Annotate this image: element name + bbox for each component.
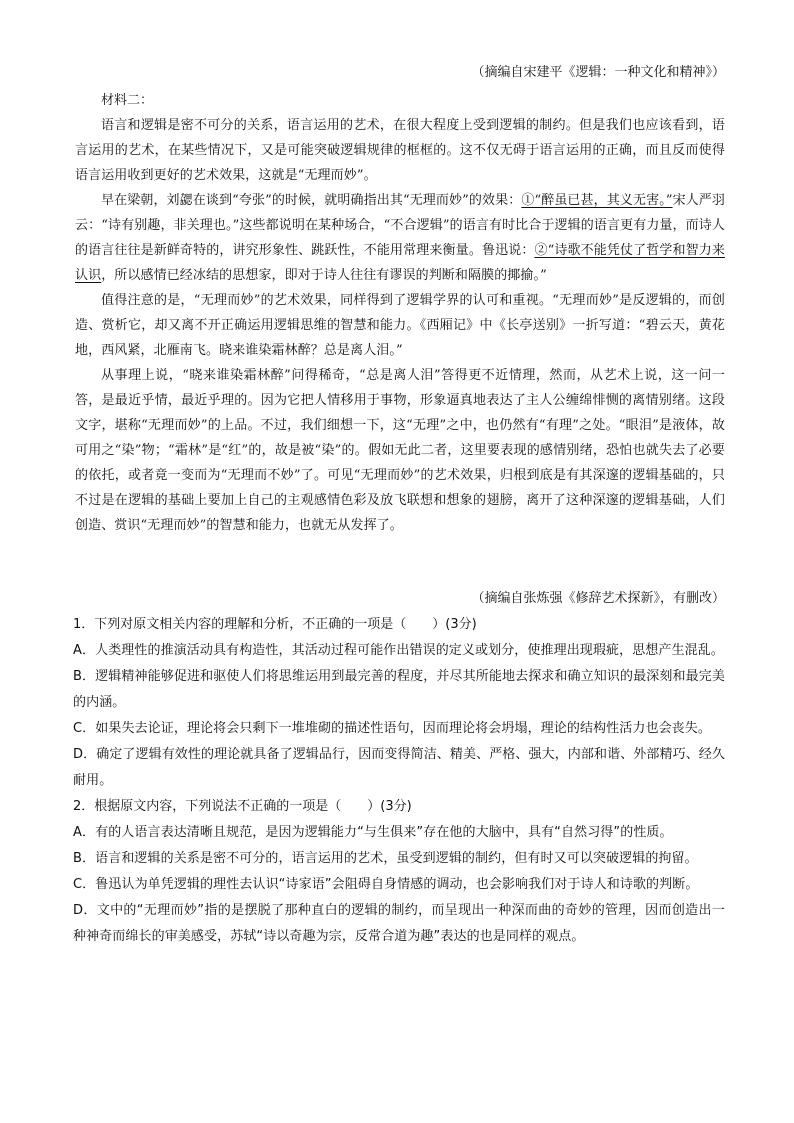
question-1-option-d: D．确定了逻辑有效性的理论就具备了逻辑品行，因而变得简洁、精美、严格、强大，内部和谐、外部精巧、经久耐用。 [73, 747, 726, 788]
source-citation-1-block [75, 62, 725, 84]
question-2-option-c: C．鲁迅认为单凭逻辑的理性去认识“诗家语”会阻碍自身情感的调动，也会影响我们对于诗人和诗歌的判断。 [73, 877, 699, 892]
question-2-option-b: B．语言和逻辑的关系是密不可分的，语言运用的艺术，虽受到逻辑的制约，但有时又可以突破逻辑的拘留。 [73, 851, 698, 866]
question-2 [73, 794, 725, 950]
underlined-quote-1: ①“醉虽已甚，其义无害。” [521, 193, 673, 208]
material-2-label: 材料二： [101, 93, 154, 108]
underlined-quote-2: ②“诗歌不能凭仗了哲学和智力来认识 [75, 243, 725, 283]
question-1 [73, 612, 725, 794]
p2-text-c: ，所以感情已经冰结的思想家，即对于诗人往往有谬误的判断和隔膜的揶揄。” [101, 268, 547, 283]
material-2-paragraph-4: 从事理上说，“晓来谁染霜林醉”问得稀奇，“总是离人泪”答得更不近情理，然而，从艺术上说，这一问一答，是最近乎情，最近乎理的。因为它把人情移用于事物，形象逼真地表达了主人公缠绵悱恻的离情别绪。这段文字，堪称“无理而妙”的上品。不过，我们细想一下，这“无理”之中，也仍然有“有理”之处。“眼泪”是液体，故可用之“染”物；“霜林”是“红”的，故是被“染”的。假如无此二者，这里要表现的感情别绪，恐怕也就失去了必要的依托，或者竟一变而为“无理而不妙”了。可见“无理而妙”的艺术效果，归根到底是有其深邃的逻辑基础的，只不过是在逻辑的基础上要加上自己的主观感情色彩及放飞联想和想象的翅膀，离开了这种深邃的逻辑基础，人们创造、赏识“无理而妙”的智慧和能力，也就无从发挥了。 [75, 368, 725, 533]
material-2-paragraph-1: 语言和逻辑是密不可分的关系，语言运用的艺术，在很大程度上受到逻辑的制约。但是我们也应该看到，语言运用的艺术，在某些情况下，又是可能突破逻辑规律的框框的。这不仅无碍于语言运用的正确，而且反而使得语言运用收到更好的艺术效果，这就是“无理而妙”。 [75, 118, 725, 183]
question-2-option-a: A．有的人语言表达清晰且规范，是因为逻辑能力“与生俱来”存在他的大脑中，具有“自然习得”的性质。 [73, 825, 673, 840]
questions-section [73, 612, 725, 950]
material-2-paragraph-3: 值得注意的是，“无理而妙”的艺术效果，同样得到了逻辑学界的认可和重视。“无理而妙”是反逻辑的，而创造、赏析它，却又离不开正确运用逻辑思维的智慧和能力。《西厢记》中《长亭送别》一折写道：“碧云天，黄花地，西风紧，北雁南飞。晓来谁染霜林醉？总是离人泪。” [75, 293, 725, 358]
question-1-option-c: C．如果失去论证，理论将会只剩下一堆堆砌的描述性语句，因而理论将会坍塌，理论的结构性活力也会丧失。 [73, 721, 711, 736]
material-2-section [75, 88, 725, 538]
question-1-stem: 1．下列对原文相关内容的理解和分析，不正确的一项是（ ）(3分) [73, 617, 477, 632]
p2-text-a: 早在梁朝，刘勰在谈到“夸张”的时候，就明确指出其“无理而妙”的效果： [101, 193, 522, 208]
p2-text-b: 宋人严羽云：“诗有别趣，非关理也。”这些都说明在某种场合，“不合逻辑”的语言有时比合于逻辑的语言更有力量，而诗人的语言往往是新鲜奇特的，讲究形象性、跳跃性，不能用常理来衡量。鲁迅说： [75, 193, 726, 258]
question-2-option-d: D．文中的“无理而妙”指的是摆脱了那种直白的逻辑的制约，而呈现出一种深而曲的奇妙的管理，因而创造出一种神奇而绵长的审美感受，苏轼“诗以奇趣为宗，反常合道为趣”表达的也是同样的观点。 [73, 903, 725, 944]
question-2-stem: 2．根据原文内容，下列说法不正确的一项是（ ）(3分) [73, 799, 412, 814]
source-citation-2: （摘编自张炼强《修辞艺术探新》，有删改） [471, 591, 725, 606]
question-1-option-b: B．逻辑精神能够促进和驱使人们将思维运用到最完善的程度，并尽其所能地去探求和确立知识的最深刻和最完美的内涵。 [73, 669, 725, 710]
source-citation-1: （摘编自宋建平《逻辑：一种文化和精神》） [471, 65, 725, 80]
source-citation-2-block [75, 588, 725, 610]
question-1-option-a: A．人类理性的推演活动具有构造性，其活动过程可能作出错误的定义或划分，使推理出现瑕疵，思想产生混乱。 [73, 643, 724, 658]
material-2-paragraph-2 [75, 188, 725, 288]
